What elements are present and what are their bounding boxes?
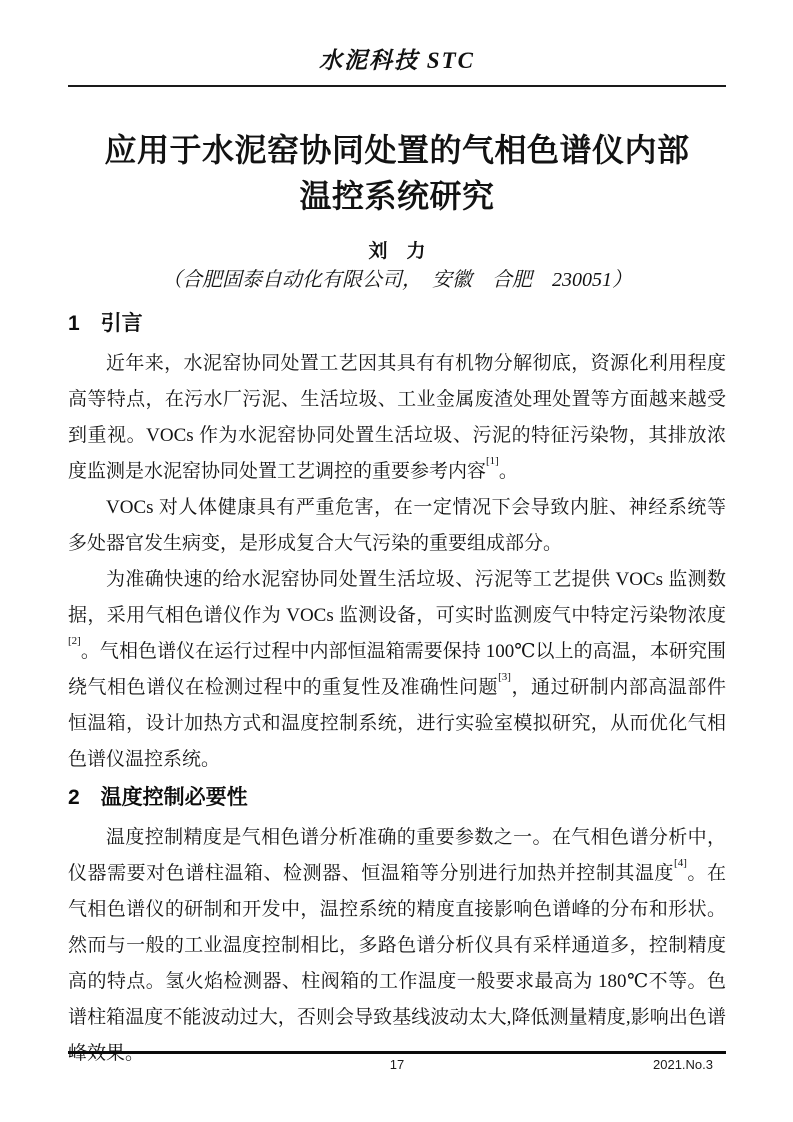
- section-temperature-control-body: [68, 820, 726, 1072]
- paragraph-text: 温度控制精度是气相色谱分析准确的重要参数之一。在气相色谱分析中，仪器需要对色谱柱温箱、检测器、恒温箱等分别进行加热并控制其温度: [68, 827, 726, 884]
- header-rule: [68, 85, 726, 87]
- paragraph-text: ，通过研制内部高温部件恒温箱，设计加热方式和温度控制系统，进行实验室模拟研究，从而优化气相色谱仪温控系统。: [68, 677, 726, 770]
- paragraph-text: 近年来，水泥窑协同处置工艺因其具有有机物分解彻底，资源化利用程度高等特点，在污水厂污泥、生活垃圾、工业金属废渣处理处置等方面越来越受到重视。VOCs 作为水泥窑协同处置生活垃圾、污泥的特征污染物，其排放浓度监测是水泥窑协同处置工艺调控的重要参考内容: [68, 353, 726, 482]
- article-title: [68, 127, 726, 219]
- paragraph-text: 。在气相色谱仪的研制和开发中，温控系统的精度直接影响色谱峰的分布和形状。然而与一般的工业温度控制相比，多路色谱分析仪具有采样通道多，控制精度高的特点。氢火焰检测器、柱阀箱的工作温度一般要求最高为 180℃不等。色谱柱箱温度不能波动过大，否则会导致基线波动太大,降低测量精度,影响出色谱峰效果。: [68, 863, 726, 1064]
- citation-marker-3: [3]: [498, 670, 511, 683]
- article-title-line-2: 温控系统研究: [299, 178, 495, 214]
- section-heading-temperature-control: 2 温度控制必要性: [68, 786, 248, 809]
- journal-header-title: 水泥科技 STC: [319, 48, 475, 73]
- citation-marker-4: [4]: [674, 856, 687, 869]
- page-number: 17: [389, 1057, 405, 1072]
- citation-marker-1: [1]: [486, 454, 499, 467]
- section-heading-introduction: 1 引言: [68, 312, 143, 335]
- paragraph: [68, 562, 726, 778]
- citation-marker-2: [2]: [68, 634, 81, 647]
- paragraph-text: 。: [498, 461, 518, 482]
- paragraph: [68, 820, 726, 1072]
- paragraph-text: 。气相色谱仪在运行过程中内部恒温箱需要保持 100℃以上的高温，本研究围绕气相色谱仪在检测过程中的重复性及准确性问题: [68, 641, 726, 698]
- paragraph-text: 为准确快速的给水泥窑协同处置生活垃圾、污泥等工艺提供 VOCs 监测数据，采用气相色谱仪作为 VOCs 监测设备，可实时监测废气中特定污染物浓度: [68, 569, 726, 626]
- footer-row: [68, 1057, 726, 1073]
- page-footer: [68, 1051, 726, 1073]
- article-title-line-1: 应用于水泥窑协同处置的气相色谱仪内部: [104, 132, 690, 168]
- paragraph: [68, 346, 726, 490]
- paragraph: [68, 490, 726, 562]
- author-affiliation: （合肥固泰自动化有限公司， 安徽 合肥 230051）: [162, 269, 632, 291]
- section-introduction-body: [68, 346, 726, 778]
- author-name: 刘 力: [368, 241, 426, 262]
- footer-rule: [68, 1051, 726, 1054]
- issue-label: 2021.No.3: [653, 1057, 713, 1072]
- paragraph-text: VOCs 对人体健康具有严重危害，在一定情况下会导致内脏、神经系统等多处器官发生病变，是形成复合大气污染的重要组成部分。: [68, 497, 726, 554]
